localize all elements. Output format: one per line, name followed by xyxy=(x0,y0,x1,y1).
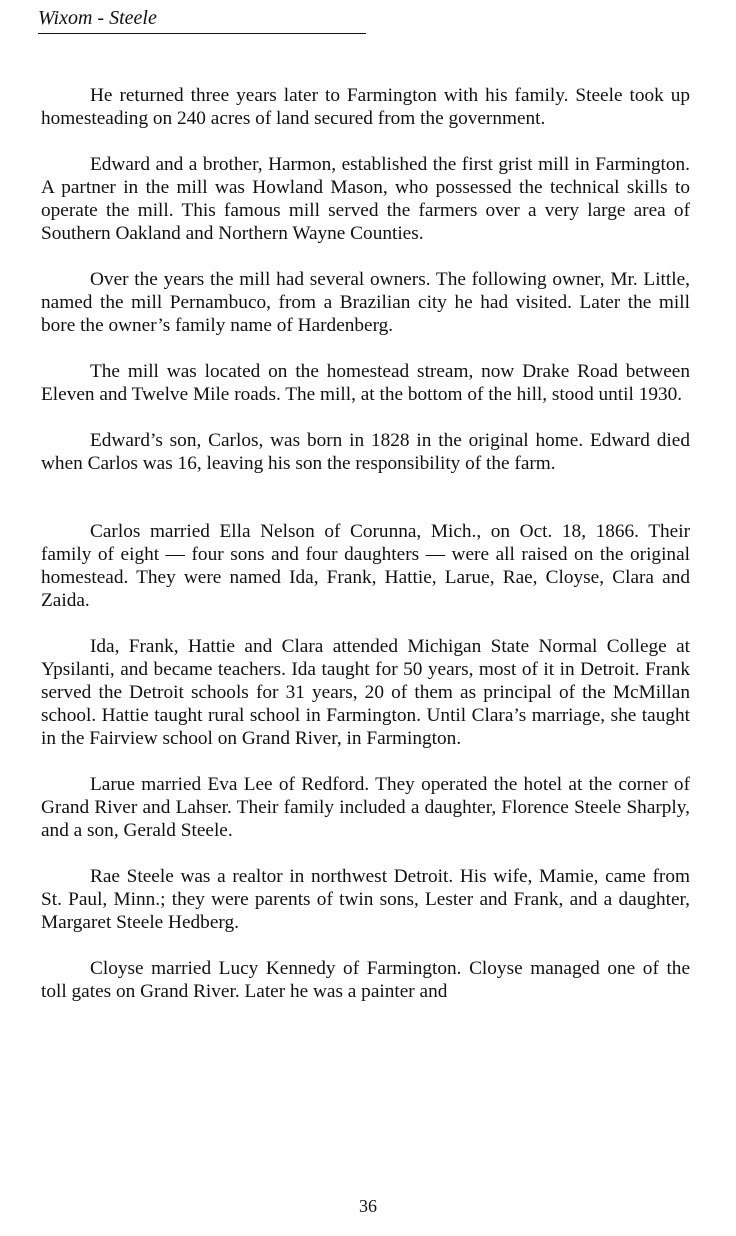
paragraph: Edward’s son, Carlos, was born in 1828 in the original home. Edward died when Carlos was 16, leaving his son the responsibility of the farm. xyxy=(41,430,690,474)
paragraph: Over the years the mill had several owners. The following owner, Mr. Little, named the mill Pernambuco, from a Brazilian city he had visited. Later the mill bore the owner’s family name of Hardenberg. xyxy=(41,269,690,336)
page-number: 36 xyxy=(359,1196,377,1216)
paragraph: Ida, Frank, Hattie and Clara attended Michigan State Normal College at Ypsilanti, and became teachers. Ida taught for 50 years, most of it in Detroit. Frank served the Detroit schools for 31 years, 20 of them as principal of the McMillan school. Hattie taught rural school in Farmington. Until Clara’s marriage, she taught in the Fairview school on Grand River, in Farmington. xyxy=(41,636,690,749)
paragraph: He returned three years later to Farmington with his family. Steele took up homesteading on 240 acres of land secured from the government. xyxy=(41,85,690,129)
paragraph: Larue married Eva Lee of Redford. They operated the hotel at the corner of Grand River and Lahser. Their family included a daughter, Florence Steele Sharply, and a son, Gerald Steele. xyxy=(41,774,690,841)
paragraph: Carlos married Ella Nelson of Corunna, Mich., on Oct. 18, 1866. Their family of eight — four sons and four daughters — were all raised on the original homestead. They were named Ida, Frank, Hattie, Larue, Rae, Cloyse, Clara and Zaida. xyxy=(41,521,690,611)
running-head: Wixom - Steele xyxy=(38,6,366,34)
body-text xyxy=(41,84,690,1026)
paragraph: Cloyse married Lucy Kennedy of Farmington. Cloyse managed one of the toll gates on Grand River. Later he was a painter and xyxy=(41,958,690,1002)
paragraph: The mill was located on the homestead stream, now Drake Road between Eleven and Twelve Mile roads. The mill, at the bottom of the hill, stood until 1930. xyxy=(41,361,690,405)
paragraph: Edward and a brother, Harmon, established the first grist mill in Farmington. A partner in the mill was Howland Mason, who possessed the technical skills to operate the mill. This famous mill served the farmers over a very large area of Southern Oakland and Northern Wayne Counties. xyxy=(41,154,690,244)
paragraph: Rae Steele was a realtor in northwest Detroit. His wife, Mamie, came from St. Paul, Minn.; they were parents of twin sons, Lester and Frank, and a daughter, Margaret Steele Hedberg. xyxy=(41,866,690,933)
